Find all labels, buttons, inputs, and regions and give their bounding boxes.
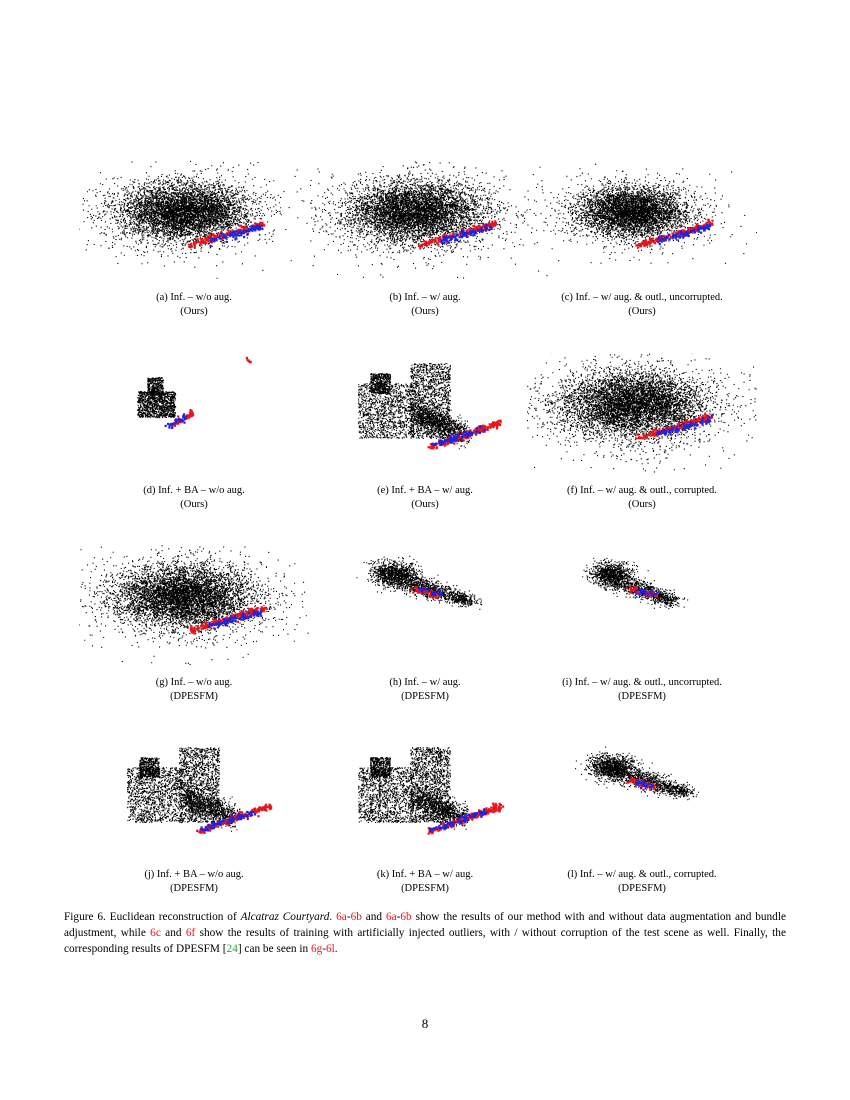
subfigure-caption-g — [79, 676, 309, 704]
subfigure-method-d: (Ours) — [180, 499, 208, 510]
subfigure-method-e: (Ours) — [411, 499, 439, 510]
point-cloud-b — [310, 160, 540, 280]
subfigure-label-g: (g) Inf. – w/o aug. — [155, 677, 233, 688]
point-cloud-k — [310, 737, 540, 857]
subfigure-label-e: (e) Inf. + BA – w/ aug. — [377, 485, 473, 496]
caption-text: show the results of training with artificially injected outliers, with / without corruption of the test scene as well. Finally, the corresponding results of DPESFM [ — [64, 927, 786, 955]
subfigure-label-f: (f) Inf. – w/ aug. & outl., corrupted. — [567, 485, 717, 496]
figure-caption — [64, 909, 786, 957]
fig-ref-6b[interactable]: 6b — [400, 911, 412, 923]
subfigure-k — [310, 737, 540, 897]
point-cloud-a — [79, 160, 309, 280]
subfigure-caption-d — [79, 484, 309, 512]
subfigure-method-l: (DPESFM) — [618, 883, 666, 894]
subfigure-caption-j — [79, 868, 309, 896]
subfigure-label-c: (c) Inf. – w/ aug. & outl., uncorrupted. — [561, 292, 723, 303]
fig-ref-6a[interactable]: 6a — [385, 911, 397, 923]
subfigure-method-i: (DPESFM) — [618, 691, 666, 702]
subfigure-a — [79, 160, 309, 320]
point-cloud-h — [310, 545, 540, 665]
subfigure-method-h: (DPESFM) — [401, 691, 449, 702]
point-cloud-c — [527, 160, 757, 280]
subfigure-caption-l — [527, 868, 757, 896]
subfigure-method-a: (Ours) — [180, 306, 208, 317]
fig-ref-6g[interactable]: 6g — [310, 943, 323, 955]
subfigure-f — [527, 353, 757, 513]
subfigure-label-d: (d) Inf. + BA – w/o aug. — [143, 485, 245, 496]
caption-prefix: Figure 6. Euclidean reconstruction of — [64, 911, 241, 923]
subfigure-method-c: (Ours) — [628, 306, 656, 317]
subfigure-method-k: (DPESFM) — [401, 883, 449, 894]
subfigure-l — [527, 737, 757, 897]
point-cloud-d — [79, 353, 309, 473]
subfigure-d — [79, 353, 309, 513]
point-cloud-i — [527, 545, 757, 665]
subfigure-caption-f — [527, 484, 757, 512]
subfigure-label-h: (h) Inf. – w/ aug. — [389, 677, 461, 688]
subfigure-method-j: (DPESFM) — [170, 883, 218, 894]
fig-ref-6l[interactable]: 6l — [326, 943, 335, 955]
fig-ref-6c[interactable]: 6c — [150, 927, 161, 939]
caption-dash: - — [396, 911, 401, 923]
subfigure-method-f: (Ours) — [628, 499, 656, 510]
subfigure-caption-a — [79, 291, 309, 319]
fig-ref-6f[interactable]: 6f — [185, 927, 196, 939]
caption-text: . — [329, 911, 337, 923]
caption-text: show the results of our method with and without data augmentation and bundle adjustment, while — [64, 911, 786, 939]
subfigure-method-g: (DPESFM) — [170, 691, 218, 702]
point-cloud-e — [310, 353, 540, 473]
subfigure-label-b: (b) Inf. – w/ aug. — [389, 292, 461, 303]
subfigure-label-j: (j) Inf. + BA – w/o aug. — [144, 869, 244, 880]
point-cloud-f — [527, 353, 757, 473]
caption-text: and — [361, 911, 386, 923]
subfigure-e — [310, 353, 540, 513]
subfigure-caption-b — [310, 291, 540, 319]
subfigure-j — [79, 737, 309, 897]
subfigure-label-k: (k) Inf. + BA – w/ aug. — [376, 869, 474, 880]
subfigure-c — [527, 160, 757, 320]
subfigure-i — [527, 545, 757, 705]
fig-ref-6a[interactable]: 6a — [336, 911, 347, 923]
subfigure-caption-h — [310, 676, 540, 704]
fig-ref-6b[interactable]: 6b — [350, 911, 362, 923]
point-cloud-l — [527, 737, 757, 857]
caption-scene-name: Alcatraz Courtyard — [240, 911, 330, 923]
subfigure-h — [310, 545, 540, 705]
caption-text: and — [160, 927, 186, 939]
subfigure-method-b: (Ours) — [411, 306, 439, 317]
subfigure-caption-k — [310, 868, 540, 896]
caption-text: ] can be seen in — [237, 943, 311, 955]
caption-text: . — [334, 943, 338, 955]
subfigure-caption-e — [310, 484, 540, 512]
subfigure-label-l: (l) Inf. – w/ aug. & outl., corrupted. — [567, 869, 717, 880]
subfigure-label-a: (a) Inf. – w/o aug. — [156, 292, 232, 303]
subfigure-caption-i — [527, 676, 757, 704]
subfigure-g — [79, 545, 309, 705]
point-cloud-g — [79, 545, 309, 665]
caption-dash: - — [346, 911, 351, 923]
citation-link[interactable]: 24 — [226, 943, 238, 955]
subfigure-caption-c — [527, 291, 757, 319]
page-number: 8 — [421, 1016, 429, 1031]
point-cloud-j — [79, 737, 309, 857]
caption-dash: - — [322, 943, 326, 955]
subfigure-label-i: (i) Inf. – w/ aug. & outl., uncorrupted. — [562, 677, 722, 688]
subfigure-b — [310, 160, 540, 320]
